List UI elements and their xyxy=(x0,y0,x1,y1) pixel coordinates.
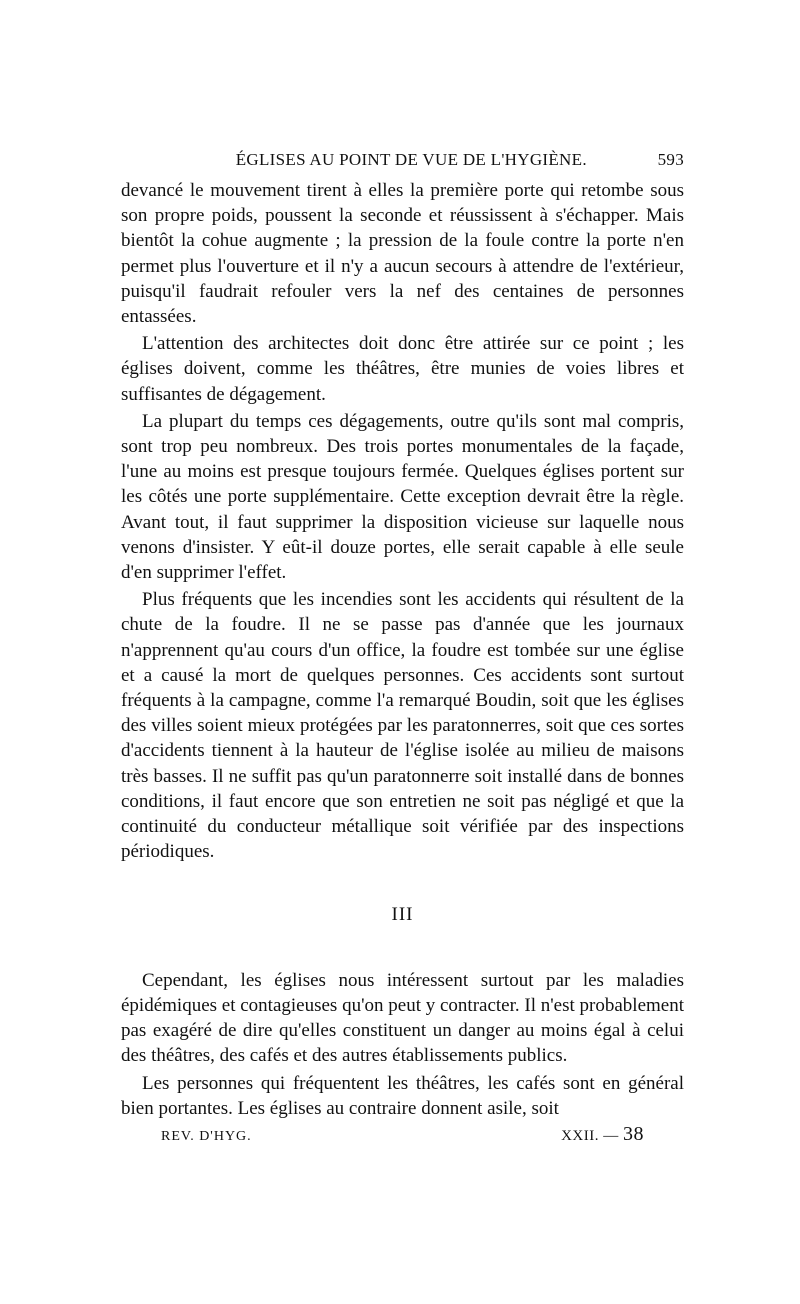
paragraph: Les personnes qui fréquentent les théâtres, les cafés sont en général bien portantes. Les églises au contraire donnent asile, soit xyxy=(121,1072,684,1119)
paragraph: La plupart du temps ces dégagements, outre qu'ils sont mal compris, sont trop peu nombreux. Des trois portes monumentales de la façade, l'une au moins est presque toujours fermée. Quelques églises portent sur les côtés une porte supplémentaire. Cette exception devrait être la règle. Avant tout, il faut supprimer la disposition vicieuse sur laquelle nous venons d'insister. Y eût-il douze portes, elle serait capable à elle seule d'en supprimer l'effet. xyxy=(121,410,684,584)
running-header xyxy=(121,150,684,178)
document-page xyxy=(121,150,684,1146)
paragraph: Plus fréquents que les incendies sont les accidents qui résultent de la chute de la foudre. Il ne se passe pas d'année que les journaux n'apprennent qu'au cours d'un office, la foudre est tombée sur une église et a causé la mort de quelques personnes. Ces accidents sont surtout fréquents à la campagne, comme l'a remarqué Boudin, soit que les églises des villes soient mieux protégées par les paratonnerres, soit que ces sortes d'accidents tiennent à la hauteur de l'église isolée au milieu de maisons très basses. Il ne suffit pas qu'un paratonnerre soit installé dans de bonnes conditions, il faut encore que son entretien ne soit pas négligé et que la continuité du conducteur métallique soit vérifiée par des inspections périodiques. xyxy=(121,589,684,863)
paragraph: Cependant, les églises nous intéressent surtout par les maladies épidémiques et contagieuses qu'on peut y contracter. Il n'est probablement pas exagéré de dire qu'elles constituent un danger au moins égal à celui des théâtres, des cafés et des autres établissements publics. xyxy=(121,969,684,1067)
signature-volume: XXII. xyxy=(561,1127,599,1144)
running-title: ÉGLISES AU POINT DE VUE DE L'HYGIÈNE. xyxy=(235,150,587,169)
section-heading: III xyxy=(391,904,414,926)
page-footer xyxy=(121,1123,684,1146)
signature-number: 38 xyxy=(623,1122,644,1145)
signature-mark xyxy=(561,1123,644,1146)
paragraph: L'attention des architectes doit donc être attirée sur ce point ; les églises doivent, comme les théâtres, être munies de voies libres et suffisantes de dégagement. xyxy=(121,333,684,405)
signature-dash: — xyxy=(603,1127,619,1144)
paragraph-continued: devancé le mouvement tirent à elles la première porte qui retombe sous son propre poids, poussent la seconde et réussissent à s'échapper. Mais bientôt la cohue augmente ; la pression de la foule contre la porte n'en permet plus l'ouverture et il n'y a aucun secours à attendre de l'extérieur, puisqu'il faudrait refouler vers la nef des centaines de personnes entassées. xyxy=(121,180,684,328)
page-number: 593 xyxy=(657,150,684,169)
body-text xyxy=(121,178,684,1121)
journal-abbreviation: REV. D'HYG. xyxy=(161,1128,252,1144)
